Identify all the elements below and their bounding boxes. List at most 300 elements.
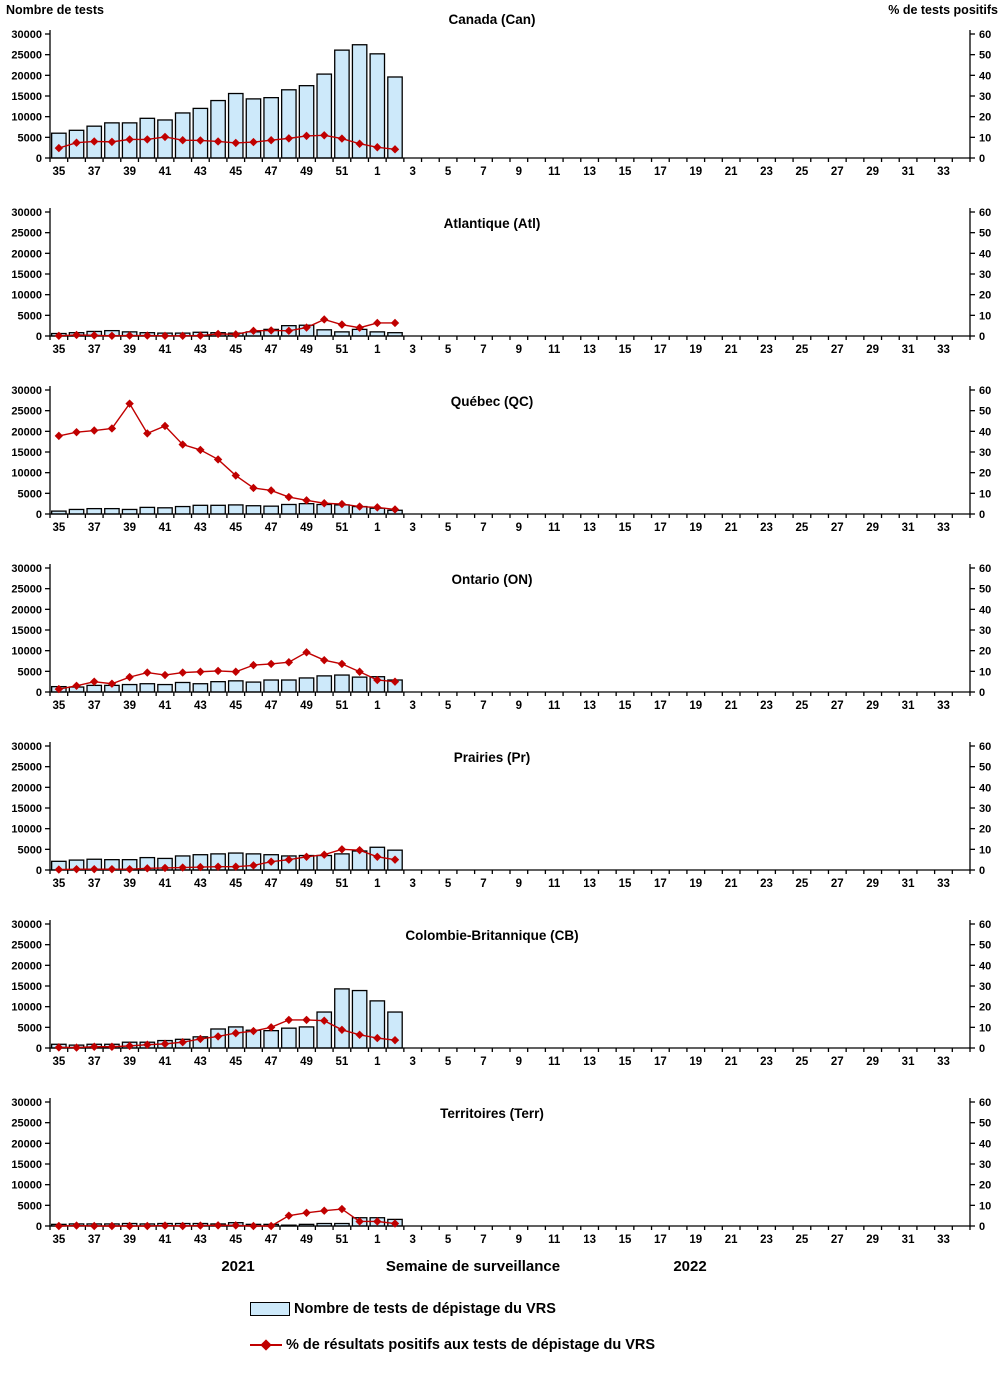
panel-title: Canada (Can) bbox=[448, 12, 536, 27]
svg-text:7: 7 bbox=[480, 344, 487, 356]
svg-text:7: 7 bbox=[480, 878, 487, 890]
svg-text:51: 51 bbox=[335, 522, 349, 534]
svg-text:30: 30 bbox=[979, 625, 992, 637]
svg-text:11: 11 bbox=[548, 1234, 561, 1246]
svg-text:1: 1 bbox=[374, 344, 381, 356]
svg-text:5: 5 bbox=[444, 1234, 452, 1246]
svg-text:7: 7 bbox=[480, 166, 487, 178]
svg-text:5000: 5000 bbox=[17, 1022, 42, 1035]
svg-text:40: 40 bbox=[979, 70, 992, 83]
svg-text:51: 51 bbox=[335, 700, 349, 712]
svg-text:30000: 30000 bbox=[11, 29, 42, 41]
svg-text:9: 9 bbox=[515, 1056, 523, 1068]
svg-text:39: 39 bbox=[123, 700, 137, 712]
svg-text:35: 35 bbox=[52, 166, 66, 178]
svg-text:20000: 20000 bbox=[11, 70, 42, 83]
svg-text:15000: 15000 bbox=[11, 625, 42, 637]
svg-text:31: 31 bbox=[901, 878, 915, 890]
svg-text:30000: 30000 bbox=[11, 207, 42, 219]
svg-text:45: 45 bbox=[229, 344, 243, 356]
svg-text:43: 43 bbox=[193, 344, 207, 356]
svg-text:20: 20 bbox=[979, 467, 992, 480]
svg-text:39: 39 bbox=[123, 1234, 137, 1246]
svg-text:3: 3 bbox=[409, 700, 416, 712]
svg-text:25: 25 bbox=[795, 1056, 809, 1068]
svg-text:30: 30 bbox=[979, 1159, 992, 1171]
svg-text:19: 19 bbox=[689, 1056, 703, 1068]
svg-text:31: 31 bbox=[901, 522, 915, 534]
svg-text:43: 43 bbox=[193, 166, 207, 178]
svg-text:25000: 25000 bbox=[11, 227, 42, 240]
svg-text:21: 21 bbox=[724, 344, 738, 356]
svg-text:60: 60 bbox=[979, 207, 992, 219]
svg-text:5000: 5000 bbox=[17, 1200, 42, 1213]
svg-text:15000: 15000 bbox=[11, 981, 42, 993]
svg-text:39: 39 bbox=[123, 344, 137, 356]
svg-text:5: 5 bbox=[444, 344, 452, 356]
svg-text:50: 50 bbox=[979, 939, 992, 952]
positivity-line-marker-icon bbox=[250, 1338, 282, 1352]
svg-text:11: 11 bbox=[548, 1056, 561, 1068]
svg-text:31: 31 bbox=[901, 1056, 915, 1068]
svg-text:23: 23 bbox=[760, 878, 773, 890]
svg-text:0: 0 bbox=[979, 865, 986, 877]
svg-text:37: 37 bbox=[87, 344, 101, 356]
svg-text:0: 0 bbox=[35, 865, 42, 877]
svg-text:15000: 15000 bbox=[11, 803, 42, 815]
svg-text:31: 31 bbox=[901, 166, 915, 178]
svg-text:15: 15 bbox=[618, 1056, 632, 1068]
svg-text:17: 17 bbox=[653, 1234, 667, 1246]
svg-text:7: 7 bbox=[480, 700, 487, 712]
svg-text:25000: 25000 bbox=[11, 939, 42, 952]
svg-text:45: 45 bbox=[229, 522, 243, 534]
svg-text:7: 7 bbox=[480, 1234, 487, 1246]
svg-text:5: 5 bbox=[444, 1056, 452, 1068]
svg-text:30: 30 bbox=[979, 91, 992, 103]
svg-text:3: 3 bbox=[409, 344, 416, 356]
x-axis-caption-row bbox=[0, 1258, 1004, 1282]
right-axis-title: % de tests positifs bbox=[888, 3, 998, 17]
svg-text:27: 27 bbox=[830, 1234, 844, 1246]
svg-text:3: 3 bbox=[409, 166, 416, 178]
svg-text:29: 29 bbox=[866, 344, 880, 356]
svg-text:5000: 5000 bbox=[17, 310, 42, 323]
svg-text:40: 40 bbox=[979, 1138, 992, 1151]
svg-text:11: 11 bbox=[548, 700, 561, 712]
svg-text:35: 35 bbox=[52, 700, 66, 712]
svg-text:37: 37 bbox=[87, 166, 101, 178]
svg-text:29: 29 bbox=[866, 1056, 880, 1068]
svg-text:1: 1 bbox=[374, 522, 381, 534]
panel-title: Colombie-Britannique (CB) bbox=[405, 928, 579, 943]
svg-text:47: 47 bbox=[264, 1056, 278, 1068]
svg-text:43: 43 bbox=[193, 878, 207, 890]
svg-text:20: 20 bbox=[979, 823, 992, 836]
svg-text:50: 50 bbox=[979, 49, 992, 62]
svg-text:1: 1 bbox=[374, 878, 381, 890]
tests-bars bbox=[52, 989, 403, 1048]
svg-text:35: 35 bbox=[52, 522, 66, 534]
svg-text:7: 7 bbox=[480, 522, 487, 534]
svg-text:0: 0 bbox=[979, 1043, 986, 1055]
svg-text:0: 0 bbox=[979, 153, 986, 165]
panel-colombie-britannique-cb bbox=[0, 890, 1004, 1068]
svg-text:40: 40 bbox=[979, 960, 992, 973]
svg-text:17: 17 bbox=[653, 1056, 667, 1068]
svg-text:50: 50 bbox=[979, 405, 992, 418]
svg-text:10: 10 bbox=[979, 666, 992, 679]
svg-text:5000: 5000 bbox=[17, 488, 42, 501]
svg-text:3: 3 bbox=[409, 1234, 416, 1246]
svg-text:33: 33 bbox=[937, 700, 950, 712]
svg-text:1: 1 bbox=[374, 166, 381, 178]
svg-text:5000: 5000 bbox=[17, 666, 42, 679]
svg-text:15: 15 bbox=[618, 166, 632, 178]
svg-text:25: 25 bbox=[795, 522, 809, 534]
svg-text:25000: 25000 bbox=[11, 583, 42, 596]
svg-text:40: 40 bbox=[979, 426, 992, 439]
svg-text:29: 29 bbox=[866, 878, 880, 890]
svg-text:11: 11 bbox=[548, 522, 561, 534]
svg-text:49: 49 bbox=[300, 700, 313, 712]
svg-text:0: 0 bbox=[35, 331, 42, 343]
svg-text:19: 19 bbox=[689, 700, 703, 712]
svg-text:33: 33 bbox=[937, 1056, 950, 1068]
svg-text:10000: 10000 bbox=[11, 1001, 42, 1014]
svg-text:43: 43 bbox=[193, 1234, 207, 1246]
svg-text:3: 3 bbox=[409, 1056, 416, 1068]
svg-text:0: 0 bbox=[35, 1221, 42, 1233]
svg-text:51: 51 bbox=[335, 1234, 349, 1246]
svg-text:17: 17 bbox=[653, 700, 667, 712]
svg-text:23: 23 bbox=[760, 166, 773, 178]
panel-atlantique-atl bbox=[0, 178, 1004, 356]
svg-text:15: 15 bbox=[618, 1234, 632, 1246]
legend-positivity-label: % de résultats positifs aux tests de dépistage du VRS bbox=[286, 1337, 656, 1353]
svg-text:50: 50 bbox=[979, 1117, 992, 1130]
svg-text:9: 9 bbox=[515, 166, 523, 178]
svg-text:49: 49 bbox=[300, 344, 313, 356]
svg-text:20000: 20000 bbox=[11, 1138, 42, 1151]
svg-text:11: 11 bbox=[548, 344, 561, 356]
svg-text:43: 43 bbox=[193, 700, 207, 712]
svg-text:19: 19 bbox=[689, 344, 703, 356]
svg-text:13: 13 bbox=[583, 1056, 597, 1068]
svg-text:30: 30 bbox=[979, 269, 992, 281]
legend-item-positivity bbox=[250, 1336, 655, 1354]
svg-text:37: 37 bbox=[87, 1056, 101, 1068]
svg-text:5: 5 bbox=[444, 700, 452, 712]
svg-text:20000: 20000 bbox=[11, 426, 42, 439]
svg-text:13: 13 bbox=[583, 344, 597, 356]
svg-text:41: 41 bbox=[158, 344, 172, 356]
svg-text:25: 25 bbox=[795, 1234, 809, 1246]
svg-text:30: 30 bbox=[979, 803, 992, 815]
svg-text:27: 27 bbox=[830, 1056, 844, 1068]
svg-text:23: 23 bbox=[760, 344, 773, 356]
svg-text:37: 37 bbox=[87, 522, 101, 534]
svg-text:1: 1 bbox=[374, 1056, 381, 1068]
svg-text:45: 45 bbox=[229, 1234, 243, 1246]
svg-text:13: 13 bbox=[583, 878, 597, 890]
svg-text:47: 47 bbox=[264, 344, 278, 356]
svg-text:0: 0 bbox=[979, 509, 986, 521]
svg-text:17: 17 bbox=[653, 522, 667, 534]
svg-text:17: 17 bbox=[653, 344, 667, 356]
panel-title: Territoires (Terr) bbox=[440, 1106, 544, 1121]
svg-text:39: 39 bbox=[123, 166, 137, 178]
svg-text:5000: 5000 bbox=[17, 132, 42, 145]
svg-text:30: 30 bbox=[979, 981, 992, 993]
svg-text:10000: 10000 bbox=[11, 1179, 42, 1192]
svg-text:49: 49 bbox=[300, 878, 313, 890]
svg-text:50: 50 bbox=[979, 227, 992, 240]
svg-text:47: 47 bbox=[264, 1234, 278, 1246]
svg-text:10000: 10000 bbox=[11, 467, 42, 480]
svg-text:25000: 25000 bbox=[11, 1117, 42, 1130]
svg-text:33: 33 bbox=[937, 522, 950, 534]
svg-text:0: 0 bbox=[979, 687, 986, 699]
svg-text:31: 31 bbox=[901, 700, 915, 712]
svg-text:13: 13 bbox=[583, 700, 597, 712]
panel-territoires-terr bbox=[0, 1068, 1004, 1246]
svg-text:60: 60 bbox=[979, 1097, 992, 1109]
svg-text:39: 39 bbox=[123, 1056, 137, 1068]
svg-text:33: 33 bbox=[937, 166, 950, 178]
svg-text:13: 13 bbox=[583, 522, 597, 534]
svg-text:15: 15 bbox=[618, 344, 632, 356]
svg-text:21: 21 bbox=[724, 522, 738, 534]
svg-text:60: 60 bbox=[979, 29, 992, 41]
svg-text:23: 23 bbox=[760, 522, 773, 534]
svg-text:10: 10 bbox=[979, 132, 992, 145]
svg-text:20000: 20000 bbox=[11, 782, 42, 795]
svg-text:21: 21 bbox=[724, 1234, 738, 1246]
svg-text:5: 5 bbox=[444, 522, 452, 534]
svg-text:11: 11 bbox=[548, 166, 561, 178]
svg-text:15000: 15000 bbox=[11, 91, 42, 103]
svg-text:39: 39 bbox=[123, 878, 137, 890]
year-left-label: 2021 bbox=[221, 1258, 255, 1275]
svg-text:5000: 5000 bbox=[17, 844, 42, 857]
svg-text:27: 27 bbox=[830, 166, 844, 178]
svg-text:13: 13 bbox=[583, 166, 597, 178]
svg-text:1: 1 bbox=[374, 700, 381, 712]
svg-text:0: 0 bbox=[979, 1221, 986, 1233]
svg-text:19: 19 bbox=[689, 878, 703, 890]
panel-header bbox=[6, 3, 998, 27]
svg-text:49: 49 bbox=[300, 166, 313, 178]
svg-text:29: 29 bbox=[866, 700, 880, 712]
svg-text:41: 41 bbox=[158, 700, 172, 712]
legend-item-tests bbox=[250, 1300, 556, 1318]
svg-text:15: 15 bbox=[618, 700, 632, 712]
svg-text:20000: 20000 bbox=[11, 960, 42, 973]
svg-text:31: 31 bbox=[901, 344, 915, 356]
svg-text:9: 9 bbox=[515, 878, 523, 890]
svg-text:30000: 30000 bbox=[11, 919, 42, 931]
svg-text:21: 21 bbox=[724, 166, 738, 178]
svg-text:15: 15 bbox=[618, 522, 632, 534]
svg-text:10000: 10000 bbox=[11, 111, 42, 124]
svg-text:51: 51 bbox=[335, 878, 349, 890]
svg-text:30000: 30000 bbox=[11, 1097, 42, 1109]
svg-text:10: 10 bbox=[979, 310, 992, 323]
svg-text:49: 49 bbox=[300, 1056, 313, 1068]
svg-text:60: 60 bbox=[979, 563, 992, 575]
svg-text:30000: 30000 bbox=[11, 563, 42, 575]
svg-text:25: 25 bbox=[795, 344, 809, 356]
svg-text:37: 37 bbox=[87, 700, 101, 712]
svg-text:47: 47 bbox=[264, 700, 278, 712]
svg-text:40: 40 bbox=[979, 782, 992, 795]
svg-text:11: 11 bbox=[548, 878, 561, 890]
svg-text:5: 5 bbox=[444, 166, 452, 178]
svg-text:10: 10 bbox=[979, 1022, 992, 1035]
svg-text:49: 49 bbox=[300, 522, 313, 534]
svg-text:1: 1 bbox=[374, 1234, 381, 1246]
svg-text:37: 37 bbox=[87, 1234, 101, 1246]
legend-tests-label: Nombre de tests de dépistage du VRS bbox=[294, 1301, 556, 1317]
svg-text:3: 3 bbox=[409, 878, 416, 890]
panel-title: Québec (QC) bbox=[450, 394, 534, 409]
svg-text:47: 47 bbox=[264, 522, 278, 534]
svg-text:51: 51 bbox=[335, 166, 349, 178]
svg-text:25: 25 bbox=[795, 700, 809, 712]
svg-text:25: 25 bbox=[795, 166, 809, 178]
svg-text:37: 37 bbox=[87, 878, 101, 890]
svg-text:19: 19 bbox=[689, 166, 703, 178]
svg-text:40: 40 bbox=[979, 248, 992, 261]
svg-text:29: 29 bbox=[866, 522, 880, 534]
svg-text:21: 21 bbox=[724, 700, 738, 712]
svg-text:20: 20 bbox=[979, 1179, 992, 1192]
svg-text:25000: 25000 bbox=[11, 49, 42, 62]
svg-text:0: 0 bbox=[35, 687, 42, 699]
svg-text:27: 27 bbox=[830, 878, 844, 890]
svg-text:30000: 30000 bbox=[11, 741, 42, 753]
svg-text:50: 50 bbox=[979, 761, 992, 774]
panel-title: Prairies (Pr) bbox=[453, 750, 531, 765]
svg-text:41: 41 bbox=[158, 1234, 172, 1246]
svg-text:23: 23 bbox=[760, 700, 773, 712]
svg-text:60: 60 bbox=[979, 385, 992, 397]
svg-text:0: 0 bbox=[35, 153, 42, 165]
svg-text:43: 43 bbox=[193, 522, 207, 534]
svg-text:9: 9 bbox=[515, 522, 523, 534]
svg-text:27: 27 bbox=[830, 522, 844, 534]
svg-text:9: 9 bbox=[515, 700, 523, 712]
tests-bar-swatch-icon bbox=[250, 1302, 290, 1316]
svg-text:15000: 15000 bbox=[11, 269, 42, 281]
svg-text:23: 23 bbox=[760, 1234, 773, 1246]
svg-text:35: 35 bbox=[52, 878, 66, 890]
svg-text:0: 0 bbox=[35, 1043, 42, 1055]
svg-text:35: 35 bbox=[52, 344, 66, 356]
svg-text:3: 3 bbox=[409, 522, 416, 534]
svg-text:41: 41 bbox=[158, 878, 172, 890]
svg-text:51: 51 bbox=[335, 1056, 349, 1068]
svg-text:27: 27 bbox=[830, 700, 844, 712]
svg-text:60: 60 bbox=[979, 919, 992, 931]
svg-text:39: 39 bbox=[123, 522, 137, 534]
panel-ontario-on bbox=[0, 534, 1004, 712]
svg-text:10000: 10000 bbox=[11, 645, 42, 658]
svg-text:20: 20 bbox=[979, 289, 992, 302]
svg-text:20: 20 bbox=[979, 645, 992, 658]
svg-text:29: 29 bbox=[866, 166, 880, 178]
svg-text:0: 0 bbox=[35, 509, 42, 521]
svg-text:25000: 25000 bbox=[11, 761, 42, 774]
svg-text:17: 17 bbox=[653, 166, 667, 178]
svg-text:45: 45 bbox=[229, 878, 243, 890]
panel-quebec-qc bbox=[0, 356, 1004, 534]
svg-text:25: 25 bbox=[795, 878, 809, 890]
panel-title: Atlantique (Atl) bbox=[443, 216, 541, 231]
svg-text:45: 45 bbox=[229, 166, 243, 178]
svg-text:51: 51 bbox=[335, 344, 349, 356]
svg-text:15: 15 bbox=[618, 878, 632, 890]
svg-text:27: 27 bbox=[830, 344, 844, 356]
svg-text:49: 49 bbox=[300, 1234, 313, 1246]
panel-prairies-pr bbox=[0, 712, 1004, 890]
positivity-line bbox=[55, 399, 400, 513]
svg-text:9: 9 bbox=[515, 1234, 523, 1246]
svg-text:9: 9 bbox=[515, 344, 523, 356]
svg-text:30000: 30000 bbox=[11, 385, 42, 397]
year-right-label: 2022 bbox=[673, 1258, 707, 1275]
svg-text:19: 19 bbox=[689, 522, 703, 534]
x-axis-title: Semaine de surveillance bbox=[385, 1258, 561, 1275]
svg-text:15000: 15000 bbox=[11, 1159, 42, 1171]
svg-text:10000: 10000 bbox=[11, 823, 42, 836]
svg-text:50: 50 bbox=[979, 583, 992, 596]
svg-text:35: 35 bbox=[52, 1234, 66, 1246]
svg-text:43: 43 bbox=[193, 1056, 207, 1068]
svg-text:15000: 15000 bbox=[11, 447, 42, 459]
svg-text:19: 19 bbox=[689, 1234, 703, 1246]
svg-text:13: 13 bbox=[583, 1234, 597, 1246]
svg-text:45: 45 bbox=[229, 700, 243, 712]
svg-text:21: 21 bbox=[724, 1056, 738, 1068]
svg-text:17: 17 bbox=[653, 878, 667, 890]
svg-text:29: 29 bbox=[866, 1234, 880, 1246]
svg-text:7: 7 bbox=[480, 1056, 487, 1068]
svg-text:33: 33 bbox=[937, 344, 950, 356]
svg-text:40: 40 bbox=[979, 604, 992, 617]
svg-text:60: 60 bbox=[979, 741, 992, 753]
svg-text:10: 10 bbox=[979, 488, 992, 501]
svg-text:5: 5 bbox=[444, 878, 452, 890]
svg-text:20000: 20000 bbox=[11, 248, 42, 261]
svg-text:20000: 20000 bbox=[11, 604, 42, 617]
svg-text:47: 47 bbox=[264, 878, 278, 890]
svg-text:21: 21 bbox=[724, 878, 738, 890]
svg-text:33: 33 bbox=[937, 878, 950, 890]
svg-text:20: 20 bbox=[979, 111, 992, 124]
svg-text:41: 41 bbox=[158, 1056, 172, 1068]
svg-text:10: 10 bbox=[979, 1200, 992, 1213]
svg-text:45: 45 bbox=[229, 1056, 243, 1068]
svg-text:10: 10 bbox=[979, 844, 992, 857]
svg-text:31: 31 bbox=[901, 1234, 915, 1246]
svg-text:41: 41 bbox=[158, 166, 172, 178]
svg-text:47: 47 bbox=[264, 166, 278, 178]
svg-text:33: 33 bbox=[937, 1234, 950, 1246]
svg-text:23: 23 bbox=[760, 1056, 773, 1068]
svg-text:30: 30 bbox=[979, 447, 992, 459]
